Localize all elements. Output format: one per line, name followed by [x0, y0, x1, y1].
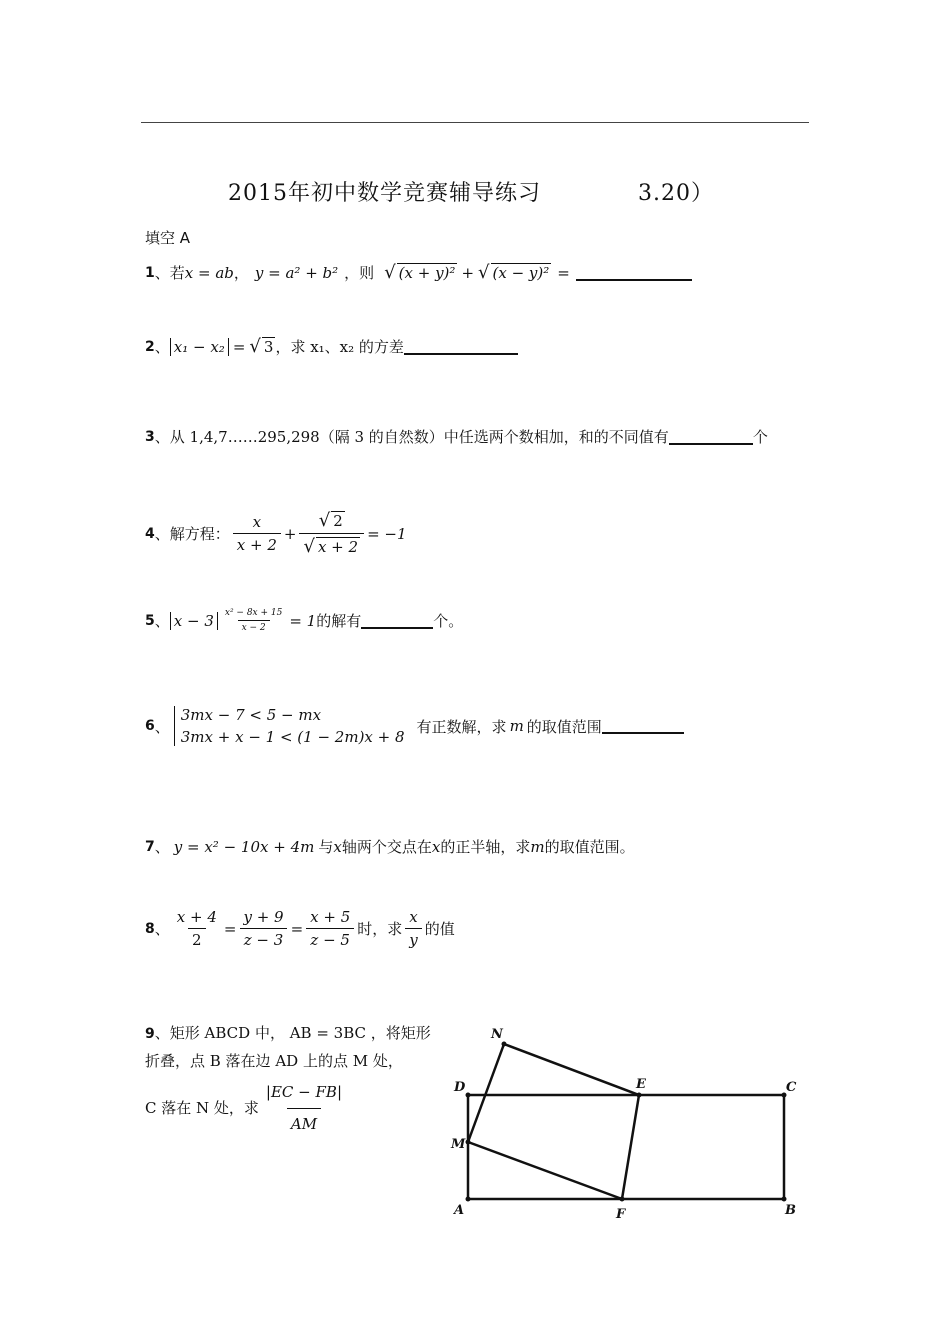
fraction: $\frac{x}{y}$: [405, 908, 421, 949]
label-a: A: [454, 1203, 465, 1218]
segment-ne: [504, 1044, 639, 1095]
rectangle-abcd: [468, 1095, 784, 1199]
answer-blank-6[interactable]: [602, 718, 684, 734]
segment-ef: [622, 1095, 639, 1199]
question-9: 9、矩形 ABCD 中， AB = 3BC ，将矩形折叠，点 B 落在边 AD 上的点 M 处， C 落在 N 处，求 $\frac{|EC - FB|}{AM}$: [145, 1020, 445, 1138]
label-f: F: [616, 1207, 626, 1220]
label-m: M: [451, 1137, 466, 1152]
answer-blank-3[interactable]: [669, 429, 753, 445]
inequality-system: 3mx − 7 < 5 − mx 3mx + x − 1 < (1 − 2m)x + 8: [174, 706, 405, 746]
fraction: $\frac{x + 5}{z - 5}$: [306, 908, 354, 949]
label-c: C: [786, 1080, 797, 1095]
question-8: 8 、 $\frac{x + 4}{2}$ = $\frac{y + 9}{z - 3}$ = $\frac{x + 5}{z - 5}$ 时，求 $\frac{x}{y}$ 的值: [145, 908, 455, 949]
folded-rectangle-figure: [440, 1020, 820, 1220]
page-title: 2015年初中数学竞赛辅导练习: [228, 181, 541, 206]
answer-blank-2[interactable]: [404, 339, 518, 355]
label-n: N: [491, 1027, 503, 1042]
question-5: 5 、 x − 3 $\frac{\text{x² − 8x + 15}}{x - 2}$ = 1 的解有 个。: [145, 608, 464, 633]
label-b: B: [785, 1203, 796, 1218]
segment-mn: [468, 1044, 504, 1142]
label-d: D: [454, 1080, 466, 1095]
segment-mf: [468, 1142, 622, 1199]
label-e: E: [636, 1077, 646, 1092]
question-6: 6 、 3mx − 7 < 5 − mx 3mx + x − 1 < (1 − 2m)x + 8 有正数解，求 m 的取值范围: [145, 706, 684, 746]
question-2: 2 、 x₁ − x₂ = √ 3 ，求 x₁、x₂ 的方差: [145, 336, 518, 357]
fraction: $\frac{y + 9}{z - 3}$: [239, 908, 287, 949]
question-3: 3 、 从 1,4,7……295,298（隔 3 的自然数）中任选两个数相加，和的不同值有 个: [145, 428, 768, 446]
answer-blank-1[interactable]: [576, 265, 692, 281]
exponent-fraction: $\frac{\text{x² − 8x + 15}}{x - 2}$: [224, 608, 283, 633]
question-4: 4 、 解方程： $\frac{x}{x + 2}$ + $\frac{√ 2}{√ x + 2}$ = −1: [145, 510, 407, 557]
fraction: $\frac{√ 2}{√ x + 2}$: [299, 510, 364, 557]
fraction: $\frac{|EC - FB|}{AM}$: [262, 1079, 346, 1138]
fraction: $\frac{x}{x + 2}$: [233, 513, 281, 554]
question-1: 1 、 若 x = ab ， y = a² + b² ，则 √ (x + y)² + √ (x − y)² =: [145, 262, 692, 283]
question-7: 7 、 y = x² − 10x + 4m 与 x 轴两个交点在 x 的正半轴，求 m 的取值范围。: [145, 837, 635, 856]
page-date: 3.20）: [638, 181, 714, 206]
fraction: $\frac{x + 4}{2}$: [176, 908, 217, 949]
section-label: 填空 A: [145, 229, 191, 247]
header-rule: [141, 122, 809, 123]
answer-blank-5[interactable]: [361, 613, 433, 629]
